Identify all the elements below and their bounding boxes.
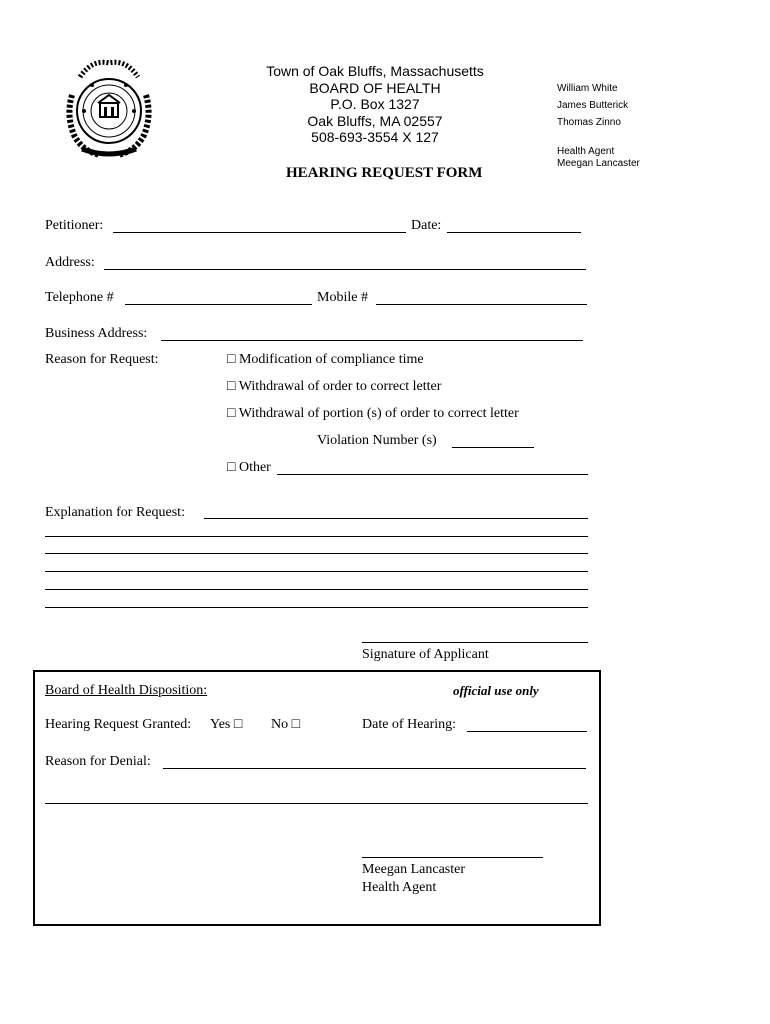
reason-label: Reason for Request: [45, 352, 159, 367]
agent-signature-line[interactable] [362, 857, 543, 858]
explanation-line-5[interactable] [45, 589, 588, 590]
agent-title: Health Agent [557, 146, 615, 157]
explanation-line-6[interactable] [45, 607, 588, 608]
board-members [557, 80, 628, 131]
option-other[interactable]: □ Other [227, 460, 271, 475]
po-box: P.O. Box 1327 [330, 96, 420, 112]
town-name: Town of Oak Bluffs, Massachusetts [266, 63, 484, 79]
applicant-signature-line[interactable] [362, 642, 588, 643]
city-state-zip: Oak Bluffs, MA 02557 [307, 112, 443, 129]
date-field[interactable] [447, 232, 581, 233]
disposition-heading: Board of Health Disposition: [45, 683, 208, 698]
address-label: Address: [45, 255, 95, 270]
mobile-label: Mobile # [317, 290, 368, 305]
agent-signature-title: Health Agent [362, 880, 437, 895]
header-block [230, 63, 520, 146]
applicant-signature-label: Signature of Applicant [362, 647, 489, 662]
business-address-label: Business Address: [45, 326, 148, 341]
town-seal-logo [62, 55, 156, 159]
member-1: William White [557, 83, 618, 94]
member-3: Thomas Zinno [557, 117, 621, 128]
explanation-line-1[interactable] [204, 518, 588, 519]
explanation-line-3[interactable] [45, 553, 588, 554]
explanation-label: Explanation for Request: [45, 505, 185, 520]
petitioner-field[interactable] [113, 232, 406, 233]
agent-signature-name: Meegan Lancaster [362, 862, 465, 877]
option-withdrawal-order[interactable]: □ Withdrawal of order to correct letter [227, 379, 442, 394]
phone-number: 508-693-3554 X 127 [311, 129, 439, 145]
date-label: Date: [411, 218, 442, 233]
option-modification[interactable]: □ Modification of compliance time [227, 352, 424, 367]
member-2: James Butterick [557, 100, 629, 111]
hearing-date-field[interactable] [467, 731, 587, 732]
explanation-line-4[interactable] [45, 571, 588, 572]
denial-field-1[interactable] [163, 768, 586, 769]
form-title: HEARING REQUEST FORM [286, 165, 483, 181]
option-withdrawal-portion[interactable]: □ Withdrawal of portion (s) of order to correct letter [227, 406, 519, 421]
granted-yes-checkbox[interactable]: Yes □ [210, 717, 243, 732]
telephone-label: Telephone # [45, 290, 114, 305]
mobile-field[interactable] [376, 304, 587, 305]
violation-number-label: Violation Number (s) [317, 433, 437, 448]
board-name: BOARD OF HEALTH [309, 79, 441, 96]
official-use-box [33, 670, 601, 926]
telephone-field[interactable] [125, 304, 312, 305]
denial-label: Reason for Denial: [45, 754, 151, 769]
explanation-line-2[interactable] [45, 536, 588, 537]
petitioner-label: Petitioner: [45, 218, 104, 233]
address-field[interactable] [104, 269, 586, 270]
business-address-field[interactable] [161, 340, 583, 341]
violation-number-field[interactable] [452, 447, 534, 448]
granted-no-checkbox[interactable]: No □ [271, 717, 301, 732]
other-field[interactable] [277, 474, 588, 475]
hearing-date-label: Date of Hearing: [362, 717, 457, 732]
granted-label: Hearing Request Granted: [45, 717, 192, 732]
health-agent-block [557, 146, 640, 170]
agent-name: Meegan Lancaster [557, 158, 640, 169]
official-use-label: official use only [453, 683, 539, 698]
denial-field-2[interactable] [45, 803, 588, 804]
